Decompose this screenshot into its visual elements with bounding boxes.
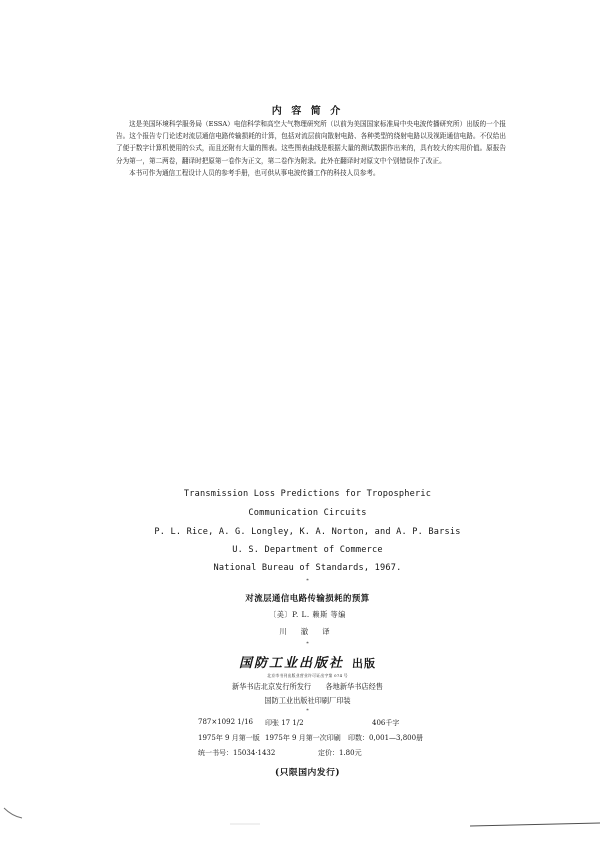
spec-format: 787×1092 1/16 bbox=[198, 718, 253, 726]
spec-printing: 1975年 9 月第一次印刷 bbox=[265, 734, 341, 742]
publisher-suffix: 出版 bbox=[352, 657, 376, 670]
translator: 川 澈 译 bbox=[279, 627, 336, 636]
english-title-line-2: Communication Circuits bbox=[248, 508, 367, 518]
chinese-author: 〔美〕P. L. 赖斯 等编 bbox=[269, 610, 346, 619]
spec-sheets: 印张 17 1/2 bbox=[265, 719, 304, 727]
intro-body bbox=[116, 118, 506, 179]
spec-word-count: 406千字 bbox=[372, 719, 400, 727]
separator-star: * bbox=[306, 641, 309, 647]
spec-edition: 1975年 9 月第一版 bbox=[198, 734, 260, 742]
english-organization-2: National Bureau of Standards, 1967. bbox=[213, 563, 402, 573]
english-organization-1: U. S. Department of Commerce bbox=[232, 545, 383, 555]
scan-edge-artifact bbox=[0, 800, 615, 850]
spec-print-run: 印数：0,001—3,800册 bbox=[348, 734, 424, 742]
separator-star: * bbox=[306, 578, 309, 584]
publisher-block bbox=[0, 652, 615, 671]
spec-book-number: 统一书号：15034·1432 bbox=[198, 749, 276, 757]
printer-line: 国防工业出版社印刷厂印装 bbox=[264, 696, 351, 705]
english-authors: P. L. Rice, A. G. Longley, K. A. Norton, and A. P. Barsis bbox=[154, 527, 461, 537]
chinese-title: 对流层通信电路传输损耗的预算 bbox=[245, 593, 370, 603]
intro-paragraph: 这是美国环境科学服务局（ESSA）电信科学和高空大气物理研究所（以前为美国国家标准局中央电波传播研究所）出版的一个报告。这个报告专门论述对流层通信电路传输损耗的计算，包括对流层前向散射电路、各种类型的绕射电路以及视距通信电路。不仅给出了便于数字计算机使用的公式，而且还附有大量的图表。这些图表曲线是根据大量的测试数据作出来的，具有较大的实用价值。原报告分为第一，第二两卷，翻译时把原第一卷作为正文，第二卷作为附录。此外在翻译时对原文中个别错误作了改正。 bbox=[116, 120, 506, 165]
publisher-logo: 国防工业出版社 bbox=[238, 656, 344, 671]
separator-star: * bbox=[306, 708, 309, 714]
distribution-line: 新华书店北京发行所发行 各地新华书店经售 bbox=[232, 682, 383, 691]
english-title-line-1: Transmission Loss Predictions for Tropospheric bbox=[183, 489, 432, 499]
intro-title: 内 容 简 介 bbox=[271, 106, 344, 117]
spec-price: 定价：1.80元 bbox=[318, 749, 362, 757]
license-line: 北京市书刊出版业营业许可证出字第 074 号 bbox=[267, 673, 348, 678]
intro-paragraph: 本书可作为通信工程设计人员的参考手册，也可供从事电波传播工作的科技人员参考。 bbox=[129, 168, 380, 177]
distribution-restriction: (只限国内发行) bbox=[274, 768, 341, 778]
